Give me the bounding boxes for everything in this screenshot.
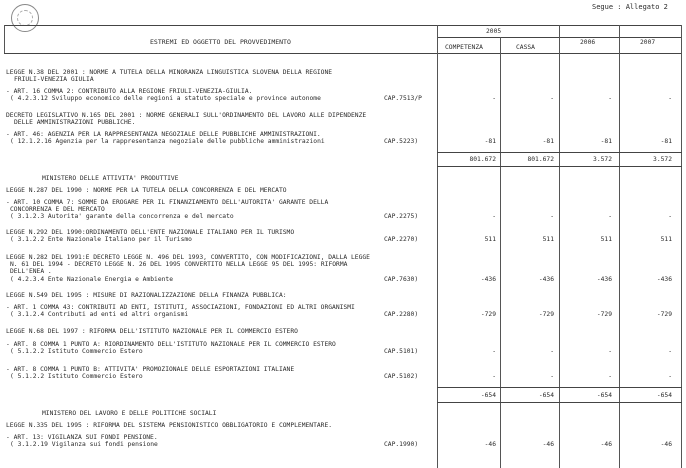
- item-line: ( 4.2.3.4 Ente Nazionale Energia e Ambiente: [10, 276, 174, 283]
- total-value: 3.572: [593, 156, 612, 163]
- cap-code: CAP.5223): [384, 138, 419, 145]
- cell-value: -436: [656, 276, 672, 283]
- article-line: - ART. 16 COMMA 2: CONTRIBUTO ALLA REGIONE FRIULI-VENEZIA-GIULIA.: [6, 88, 253, 95]
- cap-code: CAP.2280): [384, 311, 419, 318]
- year-2005: 2005: [486, 28, 502, 35]
- item-line: ( 3.1.2.19 Vigilanza sui fondi pensione: [10, 441, 158, 448]
- stamp-seal: [11, 4, 39, 32]
- cell-value: -81: [660, 138, 672, 145]
- cell-value: 511: [660, 236, 672, 243]
- header-bottom-border: [4, 53, 682, 54]
- law-line: DELLE AMMINISTRAZIONI PUBBLICHE.: [14, 119, 136, 126]
- cell-value: -: [550, 95, 554, 102]
- law-line: LEGGE N.38 DEL 2001 : NORME A TUTELA DELLA MINORANZA LINGUISTICA SLOVENA DELLA REGIONE: [6, 69, 333, 76]
- item-line: ( 3.1.2.2 Ente Nazionale Italiano per il Turismo: [10, 236, 192, 243]
- cell-value: -729: [538, 311, 554, 318]
- cap-code: CAP.7513/P: [384, 95, 422, 102]
- law-line: LEGGE N.292 DEL 1990:ORDINAMENTO DELL'ENTE NAZIONALE ITALIANO PER IL TURISMO: [6, 229, 295, 236]
- cell-value: -436: [480, 276, 496, 283]
- law-line: FRIULI-VENEZIA GIULIA: [14, 76, 94, 83]
- cell-value: -: [492, 348, 496, 355]
- item-line: ( 5.1.2.2 Istituto Commercio Estero: [10, 348, 143, 355]
- law-line: LEGGE N.282 DEL 1991:E DECRETO LEGGE N. 496 DEL 1993, CONVERTITO, CON MODIFICAZIONI, DALLA LEGGE: [6, 254, 370, 261]
- cell-value: -: [492, 373, 496, 380]
- cell-value: -729: [480, 311, 496, 318]
- total-value: -654: [480, 392, 496, 399]
- total-value: -654: [538, 392, 554, 399]
- law-line: LEGGE N.287 DEL 1990 : NORME PER LA TUTELA DELLA CONCORRENZA E DEL MERCATO: [6, 187, 287, 194]
- cell-value: 511: [484, 236, 496, 243]
- article-line: - ART. 8 COMMA 1 PUNTO B: ATTIVITA' PROMOZIONALE DELLE ESPORTAZIONI ITALIANE: [6, 366, 295, 373]
- cell-value: -: [668, 95, 672, 102]
- law-line: DECRETO LEGISLATIVO N.165 DEL 2001 : NORME GENERALI SULL'ORDINAMENTO DEL LAVORO ALLE DIPENDENZE: [6, 112, 367, 119]
- cap-code: CAP.5102): [384, 373, 419, 380]
- item-line: ( 4.2.3.12 Sviluppo economico delle regioni a statuto speciale e province autonome: [10, 95, 321, 102]
- item-line: ( 5.1.2.2 Istituto Commercio Estero: [10, 373, 143, 380]
- cell-value: -436: [538, 276, 554, 283]
- cap-code: CAP.1990): [384, 441, 419, 448]
- cell-value: -81: [600, 138, 612, 145]
- cell-value: -: [550, 213, 554, 220]
- cell-value: -46: [542, 441, 554, 448]
- cell-value: -46: [600, 441, 612, 448]
- law-line: LEGGE N.549 DEL 1995 : MISURE DI RAZIONALIZZAZIONE DELLA FINANZA PUBBLICA:: [6, 292, 287, 299]
- article-line: - ART. 1 COMMA 43: CONTRIBUTI AD ENTI, ISTITUTI, ASSOCIAZIONI, FONDAZIONI ED ALTRI ORGANISMI: [6, 304, 355, 311]
- cell-value: -729: [656, 311, 672, 318]
- cap-code: CAP.5101): [384, 348, 419, 355]
- table-top-border: [4, 25, 682, 26]
- ministry-title: MINISTERO DELLE ATTIVITA' PRODUTTIVE: [42, 175, 179, 182]
- cell-value: -: [550, 348, 554, 355]
- article-line: CONCORRENZA E DEL MERCATO: [10, 206, 105, 213]
- item-line: ( 12.1.2.16 Agenzia per la rappresentanza negoziale delle pubbliche amministrazioni: [10, 138, 325, 145]
- left-border: [4, 25, 5, 53]
- law-line: N. 61 DEL 1994 - DECRETO LEGGE N. 26 DEL 1995 CONVERTITO NELLA LEGGE 95 DEL 1995: RIFORMA: [10, 261, 348, 268]
- cell-value: -: [550, 373, 554, 380]
- competenza-label: COMPETENZA: [445, 44, 483, 51]
- article-line: - ART. 8 COMMA 1 PUNTO A: RIORDINAMENTO DELL'ISTITUTO NAZIONALE PER IL COMMERCIO ESTERO: [6, 341, 336, 348]
- year-2007: 2007: [640, 39, 656, 46]
- cell-value: -: [492, 95, 496, 102]
- segue-label: Segue : Allegato 2: [592, 3, 668, 11]
- item-line: ( 3.1.2.4 Contributi ad enti ed altri organismi: [10, 311, 189, 318]
- subtotal-line: [437, 166, 682, 167]
- cell-value: -436: [596, 276, 612, 283]
- law-line: DELL'ENEA .: [10, 268, 52, 275]
- cell-value: 511: [600, 236, 612, 243]
- cap-code: CAP.2275): [384, 213, 419, 220]
- cell-value: 511: [542, 236, 554, 243]
- cell-value: -: [608, 95, 612, 102]
- total-value: 801.672: [469, 156, 496, 163]
- cell-value: -: [668, 213, 672, 220]
- cell-value: -: [608, 373, 612, 380]
- subtotal-line: [437, 387, 682, 388]
- year-2006: 2006: [580, 39, 596, 46]
- cell-value: -: [608, 348, 612, 355]
- total-value: -654: [596, 392, 612, 399]
- cell-value: -: [668, 348, 672, 355]
- ministry-title: MINISTERO DEL LAVORO E DELLE POLITICHE SOCIALI: [42, 410, 217, 417]
- article-line: - ART. 10 COMMA 7: SOMME DA EROGARE PER IL FINANZIAMENTO DELL'AUTORITA' GARANTE DELLA: [6, 199, 329, 206]
- subtotal-line: [437, 402, 682, 403]
- cell-value: -: [608, 213, 612, 220]
- law-line: LEGGE N.335 DEL 1995 : RIFORMA DEL SISTEMA PENSIONISTICO OBBLIGATORIO E COMPLEMENTARE.: [6, 422, 333, 429]
- cap-code: CAP.2270): [384, 236, 419, 243]
- article-line: - ART. 46: AGENZIA PER LA RAPPRESENTANZA NEGOZIALE DELLE PUBBLICHE AMMINISTRAZIONI.: [6, 131, 321, 138]
- total-value: 3.572: [653, 156, 672, 163]
- cell-value: -46: [484, 441, 496, 448]
- header-title: ESTREMI ED OGGETTO DEL PROVVEDIMENTO: [150, 38, 291, 46]
- cassa-label: CASSA: [516, 44, 535, 51]
- cell-value: -81: [484, 138, 496, 145]
- cap-code: CAP.7630): [384, 276, 419, 283]
- cell-value: -81: [542, 138, 554, 145]
- cell-value: -: [668, 373, 672, 380]
- total-value: -654: [656, 392, 672, 399]
- cell-value: -729: [596, 311, 612, 318]
- law-line: LEGGE N.68 DEL 1997 : RIFORMA DELL'ISTITUTO NAZIONALE PER IL COMMERCIO ESTERO: [6, 328, 298, 335]
- cell-value: -46: [660, 441, 672, 448]
- subtotal-line: [437, 152, 682, 153]
- cell-value: -: [492, 213, 496, 220]
- total-value: 801.672: [527, 156, 554, 163]
- item-line: ( 3.1.2.3 Autorita' garante della concorrenza e del mercato: [10, 213, 234, 220]
- article-line: - ART. 13: VIGILANZA SUI FONDI PENSIONE.: [6, 434, 158, 441]
